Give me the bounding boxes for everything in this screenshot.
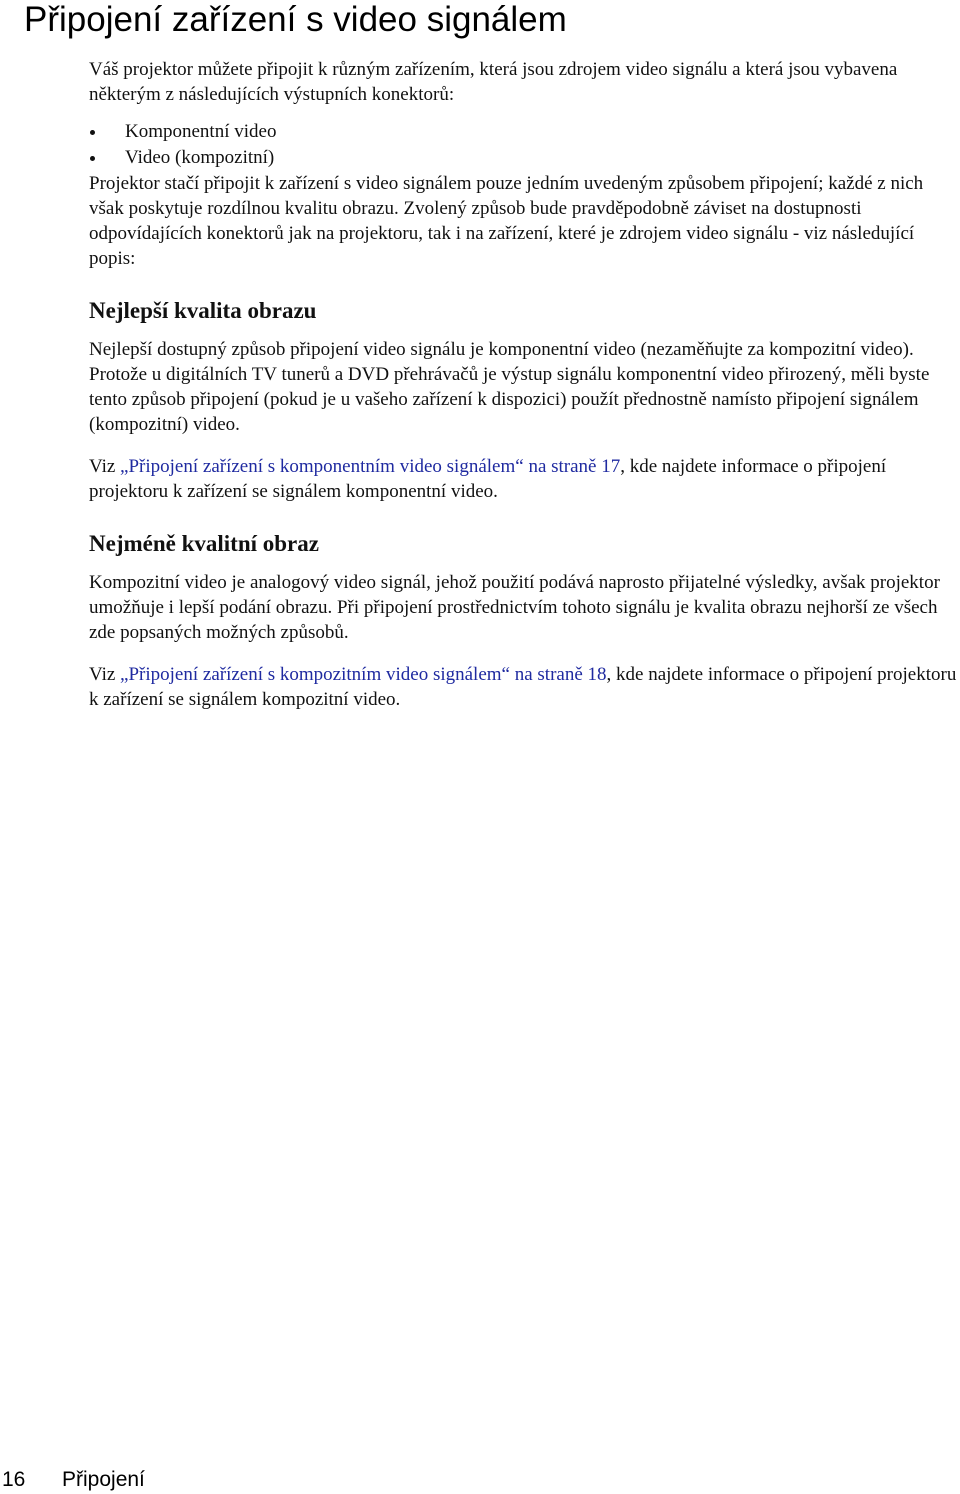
see-also-component-paragraph <box>89 454 960 504</box>
footer-section-name: Připojení <box>62 1468 145 1491</box>
composite-video-link[interactable]: „Připojení zařízení s kompozitním video signálem“ na straně 18 <box>120 664 607 685</box>
intro-paragraph: Váš projektor můžete připojit k různým zařízením, která jsou zdrojem video signálu a která jsou vybavena některým z následujících výstupních konektorů: <box>89 59 898 105</box>
section-heading-best-quality: Nejlepší kvalita obrazu <box>89 298 317 323</box>
page-title: Připojení zařízení s video signálem <box>24 0 567 39</box>
connection-note-paragraph: Projektor stačí připojit k zařízení s video signálem pouze jedním uvedeným způsobem připojení; každé z nich však poskytuje rozdílnou kvalitu obrazu. Zvolený způsob bude pravděpodobně záviset na dostupnosti odpovídajících konektorů jak na projektoru, tak i na zařízení, které je zdrojem video signálu - viz následující popis: <box>89 173 924 269</box>
section-heading-lowest-quality: Nejméně kvalitní obraz <box>89 531 319 556</box>
page-number: 16 <box>2 1468 26 1491</box>
main-content <box>89 57 960 712</box>
see-also-prefix: Viz <box>89 664 121 685</box>
list-item: Video (kompozitní) <box>89 145 960 171</box>
see-also-suffix: , kde najdete informace o připojení projektoru k zařízení se signálem kompozitní video. <box>89 664 957 710</box>
best-quality-paragraph: Nejlepší dostupný způsob připojení video signálu je komponentní video (nezaměňujte za kompozitní video). Protože u digitálních TV tunerů a DVD přehrávačů je výstup signálu komponentní video přirozený, měli byste tento způsob připojení (pokud je u vašeho zařízení k dispozici) použít přednostně namísto připojení signálem (kompozitní) video. <box>89 339 930 435</box>
see-also-suffix: , kde najdete informace o připojení projektoru k zařízení se signálem komponentní video. <box>89 456 887 502</box>
component-video-link[interactable]: „Připojení zařízení s komponentním video signálem“ na straně 17 <box>120 456 621 477</box>
page-footer <box>2 1467 145 1493</box>
connector-list <box>89 119 960 171</box>
list-item: Komponentní video <box>89 119 960 145</box>
lowest-quality-paragraph: Kompozitní video je analogový video signál, jehož použití podává naprosto přijatelné výsledky, avšak projektor umožňuje i lepší podání obrazu. Při připojení prostřednictvím tohoto signálu je kvalita obrazu nejhorší ze všech zde popsaných možných způsobů. <box>89 572 940 643</box>
see-also-composite-paragraph <box>89 662 960 712</box>
see-also-prefix: Viz <box>89 456 121 477</box>
